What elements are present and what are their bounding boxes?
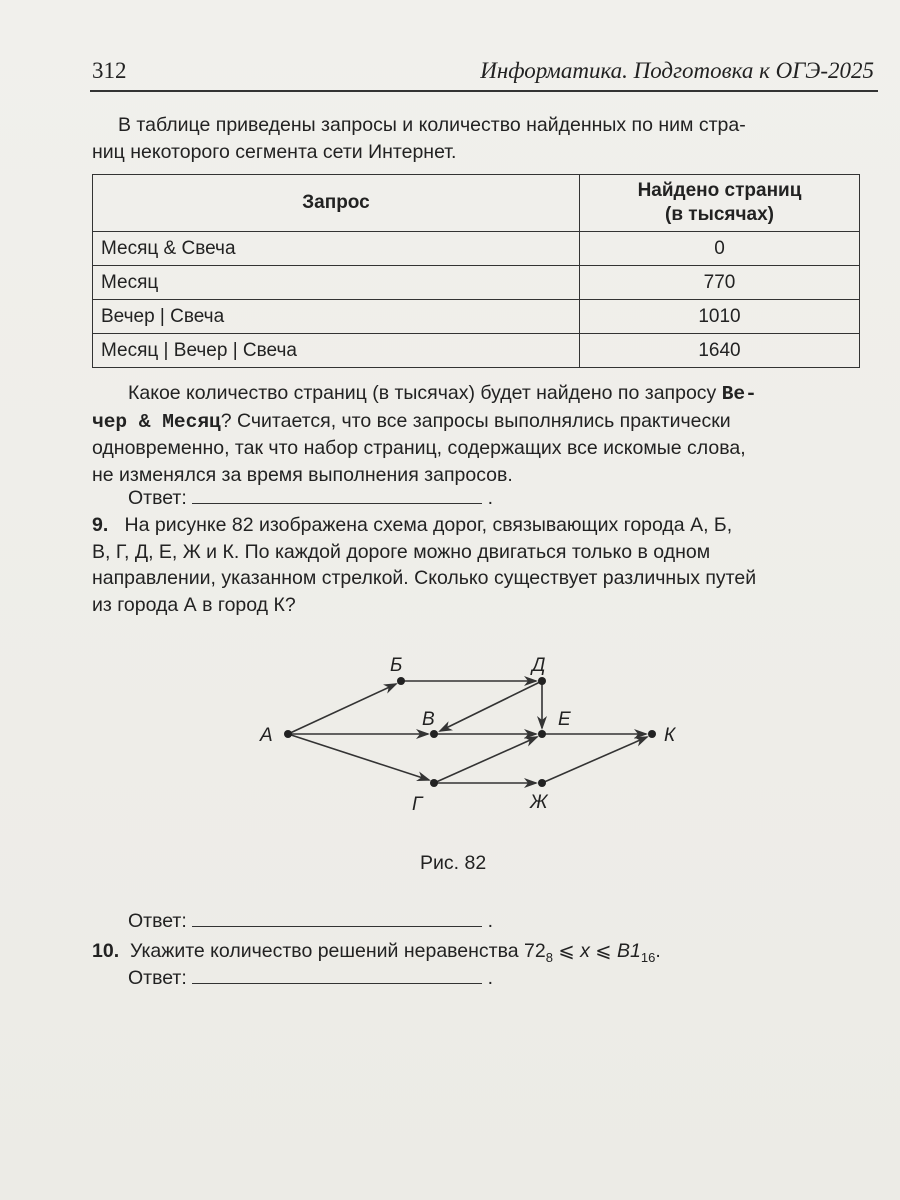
task10-text: Укажите количество решений неравенства 72: [129, 940, 546, 962]
question-paragraph: [92, 380, 860, 488]
count-cell: 0: [580, 232, 860, 266]
node-v: [430, 730, 438, 738]
header-rule: [90, 90, 878, 92]
figure-caption: Рис. 82: [420, 852, 487, 874]
query-table: [92, 174, 860, 368]
task-9: [92, 512, 860, 618]
label-zh: Ж: [530, 792, 548, 813]
task9-line-1: [92, 512, 860, 539]
table-row: [93, 334, 860, 368]
road-graph: [240, 645, 700, 820]
page-number: 312: [92, 58, 127, 83]
header-query: Запрос: [93, 175, 580, 232]
question-text: Какое количество страниц (в тысячах) будет найдено по запросу: [128, 382, 722, 404]
answer-label: Ответ:: [128, 910, 187, 932]
question-line-1: [92, 380, 860, 408]
edge-g-e: [434, 737, 537, 783]
task9-line-3: направлении, указанном стрелкой. Сколько существует различных путей: [92, 567, 757, 589]
question-text-2: ? Считается, что все запросы выполнялись практически: [220, 409, 731, 432]
query-cell: Месяц: [93, 266, 580, 300]
inequality: ⩽ x ⩽ B1: [552, 940, 641, 962]
edge-a-b: [288, 684, 396, 734]
question-line-2: [92, 408, 860, 436]
intro-line-1: В таблице приведены запросы и количество найденных по ним стра-: [118, 114, 746, 136]
count-cell: 1640: [580, 334, 860, 368]
task-number: 9.: [92, 514, 109, 536]
node-a: [284, 730, 292, 738]
table-row: [93, 300, 860, 334]
period: .: [655, 940, 661, 962]
task9-line-4: из города А в город К?: [92, 593, 296, 616]
edge-d-v: [440, 681, 542, 731]
question-line-4: не изменялся за время выполнения запросов.: [92, 463, 513, 486]
label-b: Б: [390, 655, 403, 676]
base-16: 16: [640, 949, 656, 965]
intro-line-2: ниц некоторого сегмента сети Интернет.: [92, 140, 457, 163]
answer-blank[interactable]: [192, 485, 482, 504]
node-zh: [538, 779, 546, 787]
answer-line-9: Ответ: .: [128, 910, 494, 932]
task9-line-2: В, Г, Д, Е, Ж и К. По каждой дороге можно двигаться только в одном: [92, 540, 711, 563]
edge-zh-k: [542, 737, 647, 783]
header-pages: [580, 175, 860, 232]
task-number: 10.: [92, 940, 120, 962]
label-k: К: [664, 725, 676, 746]
query-cell: Месяц & Свеча: [93, 232, 580, 266]
label-d: Д: [532, 655, 546, 676]
count-cell: 770: [580, 266, 860, 300]
running-title: Информатика. Подготовка к ОГЭ-2025: [480, 58, 874, 83]
answer-label: Ответ:: [128, 967, 187, 989]
label-a: А: [260, 725, 273, 746]
header-pages-line-1: Найдено страниц: [637, 180, 802, 201]
answer-line-10: Ответ: .: [128, 967, 494, 989]
node-e: [538, 730, 546, 738]
edge-a-g: [288, 734, 429, 780]
node-g: [430, 779, 438, 787]
table-row: [93, 266, 860, 300]
intro-paragraph: [92, 112, 858, 165]
label-v: В: [422, 709, 435, 730]
answer-line-8: Ответ: .: [128, 487, 494, 509]
query-cell: Месяц | Вечер | Свеча: [93, 334, 580, 368]
node-k: [648, 730, 656, 738]
header-pages-line-2: (в тысячах): [665, 204, 774, 225]
table-header-row: [93, 175, 860, 232]
node-b: [397, 677, 405, 685]
answer-label: Ответ:: [128, 487, 187, 509]
task9-text-1: На рисунке 82 изображена схема дорог, связывающих города А, Б,: [124, 514, 733, 536]
count-cell: 1010: [580, 300, 860, 334]
query-cell: Вечер | Свеча: [93, 300, 580, 334]
query-bold-1: Ве-: [721, 383, 757, 405]
label-g: Г: [412, 794, 423, 815]
answer-blank[interactable]: [192, 908, 482, 927]
label-e: Е: [558, 709, 571, 730]
node-d: [538, 677, 546, 685]
question-line-3: одновременно, так что набор страниц, содержащих все искомые слова,: [92, 437, 746, 459]
query-bold-2: чер & Месяц: [92, 410, 221, 433]
table-row: [93, 232, 860, 266]
answer-blank[interactable]: [192, 965, 482, 984]
base-8: 8: [545, 949, 553, 965]
